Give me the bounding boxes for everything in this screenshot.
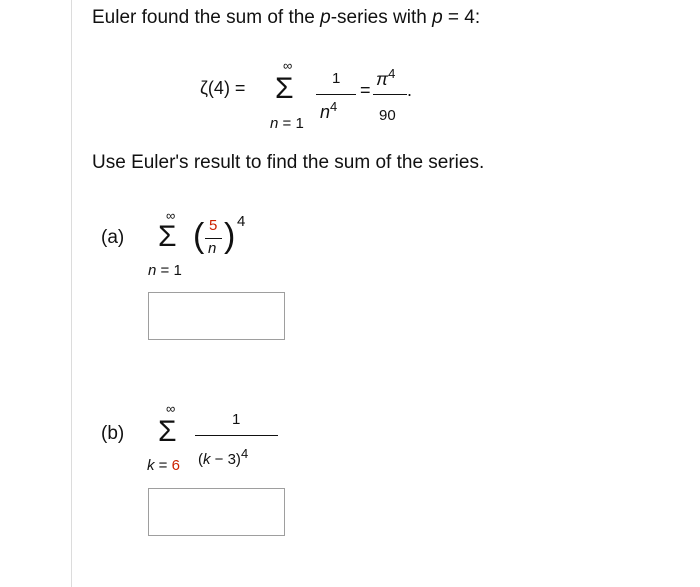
part-b-lower-eq: = <box>154 457 172 474</box>
part-a-fraction-bar <box>205 238 222 239</box>
part-b-sigma-lower <box>147 457 180 474</box>
page-left-border <box>71 0 72 587</box>
intro-p-variable-2: p <box>432 7 443 28</box>
euler-period: . <box>407 80 413 100</box>
euler-fraction-numerator: 1 <box>332 70 341 87</box>
part-b-den-k: k <box>203 451 211 468</box>
instruction-text: Use Euler's result to find the sum of the series. <box>92 152 485 173</box>
part-a-sigma-lower <box>148 262 182 279</box>
part-a-denominator: n <box>208 240 217 257</box>
euler-sigma-upper: ∞ <box>283 58 293 73</box>
part-b-lower-k: k <box>147 457 155 474</box>
part-a-left-paren: ( <box>193 217 205 255</box>
part-b-den-open: ( <box>198 451 203 468</box>
intro-equals: = 4: <box>442 7 481 28</box>
part-b-denominator <box>198 446 248 468</box>
part-b-sigma-upper: ∞ <box>166 401 176 416</box>
intro-p-variable: p <box>320 7 331 28</box>
answer-input-b[interactable] <box>148 488 285 536</box>
euler-equals: = <box>360 80 371 100</box>
answer-input-a[interactable] <box>148 292 285 340</box>
part-a-label: (a) <box>101 227 125 248</box>
part-a-sigma-upper: ∞ <box>166 208 176 223</box>
part-a-sigma: Σ <box>158 220 177 253</box>
part-a-exponent: 4 <box>237 213 246 230</box>
euler-fraction-denominator <box>320 99 337 123</box>
euler-den-exponent: 4 <box>330 99 338 114</box>
euler-fraction-bar <box>316 94 356 95</box>
intro-lead: Euler found the sum of the <box>92 7 321 28</box>
part-b-den-rest: − 3) <box>210 451 241 468</box>
euler-lower-eq: = 1 <box>278 115 304 132</box>
euler-pi-denominator: 90 <box>379 107 396 124</box>
part-b-den-exponent: 4 <box>240 446 249 461</box>
part-a-right-paren: ) <box>224 217 236 255</box>
zeta-lhs: ζ(4) = <box>200 78 246 98</box>
euler-sigma-lower <box>270 115 304 132</box>
intro-text <box>92 7 480 29</box>
euler-pi-fraction-bar <box>373 94 407 95</box>
part-a-numerator: 5 <box>209 217 218 234</box>
euler-pi-exponent: 4 <box>388 66 396 81</box>
euler-lower-n: n <box>270 115 279 132</box>
part-b-label: (b) <box>101 423 125 444</box>
euler-den-n: n <box>320 102 331 122</box>
euler-sigma: Σ <box>275 72 294 105</box>
intro-tail: -series with <box>330 7 433 28</box>
part-b-numerator: 1 <box>232 411 241 428</box>
part-b-sigma: Σ <box>158 415 177 448</box>
part-a-lower-n: n <box>148 262 157 279</box>
euler-pi: π <box>376 69 389 89</box>
part-a-lower-eq: = 1 <box>156 262 182 279</box>
part-b-fraction-bar <box>195 435 278 436</box>
euler-pi-numerator <box>376 66 395 90</box>
part-b-lower-value: 6 <box>171 457 180 474</box>
